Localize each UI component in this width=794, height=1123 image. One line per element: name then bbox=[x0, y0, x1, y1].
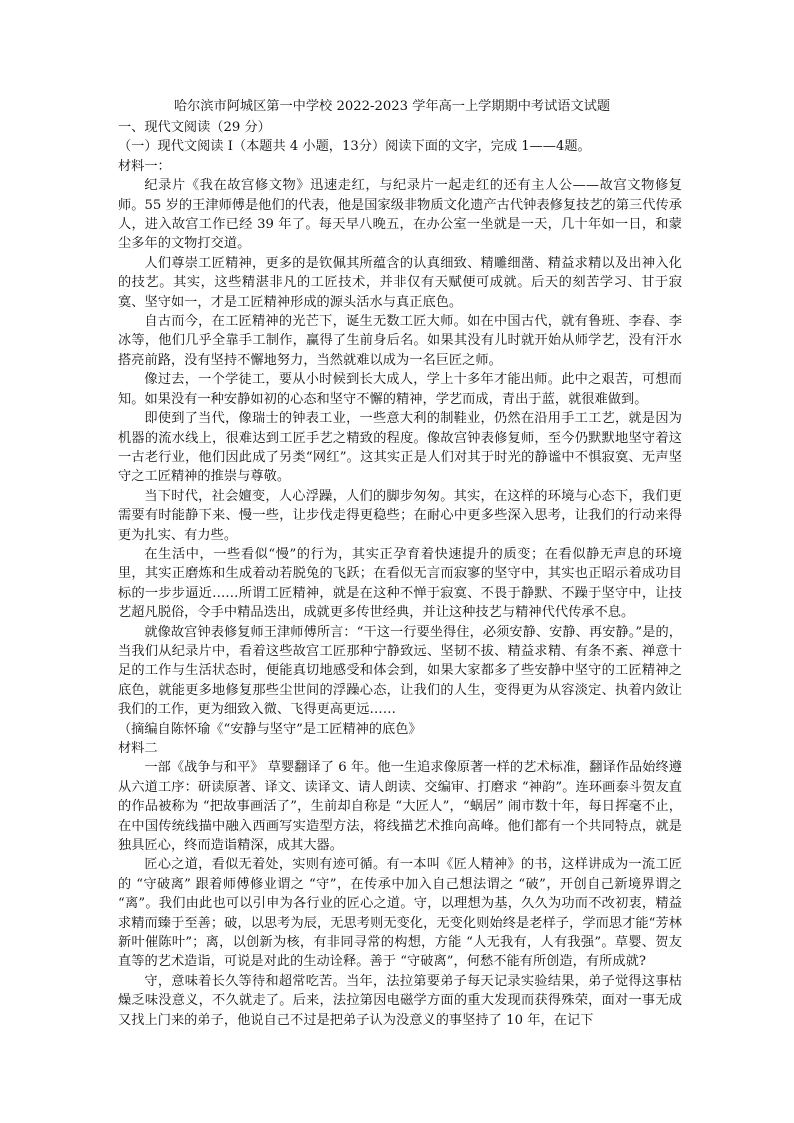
material-one-paragraph: 即使到了当代，像瑞士的钟表工业，一些意大利的制鞋业，仍然在沿用手工工艺，就是因为机器的流水线上，很难达到工匠手艺之精致的程度。像故宫钟表修复师，至今仍默默地坚守着这一古老行业，他们因此成了另类“网红”。这其实正是人们对其于时光的静谧中不惧寂寞、无声坚守之工匠精神的推崇与尊敬。 bbox=[118, 411, 682, 485]
material-two-paragraph: 一部《战争与和平》 草婴翻译了 6 年。他一生追求像原著一样的艺术标准，翻译作品始终遵从六道工序：研读原著、译文、读译文、请人朗读、交编审、打磨求 “神韵”。连环画泰斗贺友直的作品被称为 “把故事画活了”，生前却自称是 “大匠人”，“蜗居” 闹市数十年，每日挥毫不止，在中国传统线描中融入西画写实造型方法，将线描艺术推向高峰。他们都有一个共同特点，就是独具匠心，终而造诣精深，成其大器。 bbox=[118, 760, 682, 854]
material-one-paragraph: 当下时代，社会嬗变，人心浮躁，人们的脚步匆匆。其实，在这样的环境与心态下，我们更需要有时能静下来、慢一些，让步伐走得更稳些；在耐心中更多些深入思考，让我们的行动来得更为扎实、有力些。 bbox=[118, 488, 682, 543]
material-one-source: （摘编自陈怀瑜《“安静与坚守”是工匠精神的底色》 bbox=[118, 721, 422, 737]
material-one-paragraph: 就像故宫钟表修复师王津师傅所言：“干这一行要坐得住，必须安静、安静、再安静。”是的，当我们从纪录片中，看着这些故宫工匠那种宁静致远、坚韧不拔、精益求精、有条不紊、禅意十足的工作与生活状态时，便能真切地感受和体会到，如果大家都多了些安静中坚守的工匠精神之底色，就能更多地修复那些尘世间的浮躁心态，让我们的人生，变得更为从容淡定、执着内敛让我们的工作，更为细致入微、飞得更高更远…… bbox=[118, 624, 682, 718]
material-one-paragraph: 像过去，一个学徒工，要从小时候到长大成人，学上十多年才能出师。此中之艰苦，可想而知。如果没有一种安静如初的心态和坚守不懈的精神，学艺而成，青出于蓝，就很难做到。 bbox=[118, 372, 682, 407]
document-title: 哈尔滨市阿城区第一中学校 2022-2023 学年高一上学期期中考试语文试题 bbox=[174, 99, 611, 114]
material-one-paragraph: 在生活中，一些看似“慢”的行为，其实正孕育着快速提升的质变；在看似静无声息的环境里，其实正磨炼和生成着动若脱兔的飞跃；在看似无言而寂寥的坚守中，其实也正昭示着成功目标的一步步逼近……所谓工匠精神，就是在这种不惮于寂寞、不畏于静默、不躁于坚守中，让技艺超凡脱俗，令手中精品迭出，成就更多传世经典，并让这种技艺与精神代代传承不息。 bbox=[118, 546, 682, 621]
material-two-paragraph: 匠心之道，看似无着处，实则有迹可循。有一本叫《匠人精神》的书，这样讲成为一流工匠的 “守破离” 跟着师傅修业谓之 “守”，在传承中加入自己想法谓之 “破”，开创自己新境界谓之 “离”。我们由此也可以引申为各行业的匠心之道。守，以理想为基，久久为功而不改初衷，精益求精而臻于至善；破，以思考为辰，无思考则无变化，无变化则始终是老样子，学而思才能“芳林新叶催陈叶”；离，以创新为核，有非同寻常的构想，方能 “人无我有，人有我强”。草婴、贺友直等的艺术造诣，可说是对此的生动诠释。善于 “守破离”，何愁不能有所创造，有所成就? bbox=[118, 857, 682, 970]
section-heading: 一、现代文阅读（29 分） bbox=[118, 120, 271, 135]
material-one-paragraph: 人们尊崇工匠精神，更多的是钦佩其所蕴含的认真细致、精雕细凿、精益求精以及出神入化的技艺。其实，这些精湛非凡的工匠技术，并非仅有天赋便可成就。后天的刻苦学习、甘于寂寞、坚守如一，才是工匠精神形成的源头活水与真正底色。 bbox=[118, 255, 682, 310]
material-one-label: 材料一： bbox=[118, 158, 171, 174]
material-one-paragraph: 纪录片《我在故宫修文物》迅速走红，与纪录片一起走红的还有主人公——故宫文物修复师。55 岁的王津师傅是他们的代表，他是国家级非物质文化遗产古代钟表修复技艺的第三代传承人，进入故宫工作已经 39 年了。每天早八晚五，在办公室一坐就是一天，几十年如一日，和蒙尘多年的文物打交道。 bbox=[118, 178, 682, 252]
material-one-paragraph: 自古而今，在工匠精神的光芒下，诞生无数工匠大师。如在中国古代，就有鲁班、李春、李冰等，他们几乎全靠手工制作，赢得了生前身后名。如果其没有儿时就开始从师学艺，没有汗水搭亮前路，没有坚持不懈地努力，当然就难以成为一名巨匠之师。 bbox=[118, 314, 682, 368]
material-two-label: 材料二 bbox=[118, 741, 158, 756]
subsection-instructions: （一）现代文阅读 I（本题共 4 小题，13分）阅读下面的文字，完成 1——4题。 bbox=[118, 139, 591, 155]
material-two-paragraph: 守，意味着长久等待和超常吃苦。当年，法拉第要弟子每天记录实验结果，弟子觉得这事枯燥乏味没意义，不久就走了。后来，法拉第因电磁学方面的重大发现而获得殊荣，面对一事无成又找上门来的弟子，他说自己不过是把弟子认为没意义的事坚持了 10 年，在记下 bbox=[118, 973, 682, 1028]
